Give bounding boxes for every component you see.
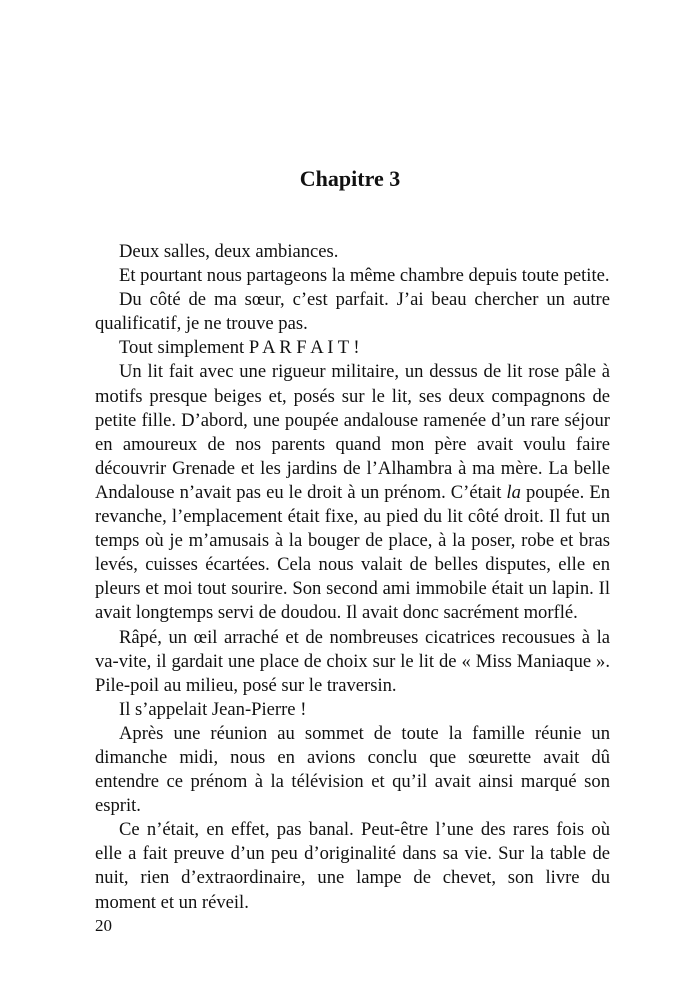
text-segment: Deux salles, deux ambiances. [119,241,339,262]
text-segment: Du côté de ma sœur, c’est parfait. J’ai beau chercher un autre qualificatif, je ne trouve pas. [95,289,610,335]
text-segment: Il s’appelait Jean-Pierre ! [119,698,307,720]
text-segment: Un lit fait avec une rigueur militaire, un dessus de lit rose pâle à motifs presque beiges et, posés sur le lit, ses deux compagnons de petite fille. D’abord, une poupée andalouse ramenée d’un rare séjour en amoureux de nos parents quand mon père avait voulu faire découvrir Grenade et les jardins de l’Alhambra à ma mère. La belle Andalouse n’avait pas eu le droit à un prénom. C’était [95,361,610,503]
paragraph [95,264,610,288]
paragraph [95,722,610,818]
paragraph [95,336,610,360]
text-segment: Après une réunion au sommet de toute la famille réunie un dimanche midi, nous en avions conclu que sœurette avait dû entendre ce prénom à la télévision et qu’il avait ainsi marqué son esprit. [95,722,610,817]
text-segment: poupée. En revanche, l’emplacement était fixe, au pied du lit côté droit. Il fut un temps où je m’amusais à la bouger de place, à la poser, robe et bras levés, cuisses écartées. Cela nous valait de belles disputes, elle en pleurs et moi tout sourire. Son second ami immobile était un lapin. Il avait longtemps servi de doudou. Il avait donc sacrément morflé. [95,481,610,624]
paragraph [95,360,610,625]
chapter-body [95,240,610,915]
chapter-title: Chapitre 3 [299,166,401,191]
text-segment: Et pourtant nous partageons la même chambre depuis toute petite. [119,265,610,287]
text-segment: Ce n’était, en effet, pas banal. Peut-être l’une des rares fois où elle a fait preuve d’un peu d’originalité dans sa vie. Sur la table de nuit, rien d’extraordinaire, une lampe de chevet, son livre du moment et un réveil. [95,819,610,913]
paragraph [95,698,610,722]
text-segment: Tout simplement P A R F A I T ! [119,337,360,359]
paragraph [95,626,610,698]
page-number: 20 [95,916,112,935]
text-segment: Râpé, un œil arraché et de nombreuses cicatrices recousues à la va-vite, il gardait une place de choix sur le lit de « Miss Maniaque ». Pile-poil au milieu, posé sur le traversin. [95,626,610,696]
italic-text: la [506,481,521,503]
paragraph [95,818,610,914]
paragraph [95,240,610,264]
paragraph [95,288,610,336]
